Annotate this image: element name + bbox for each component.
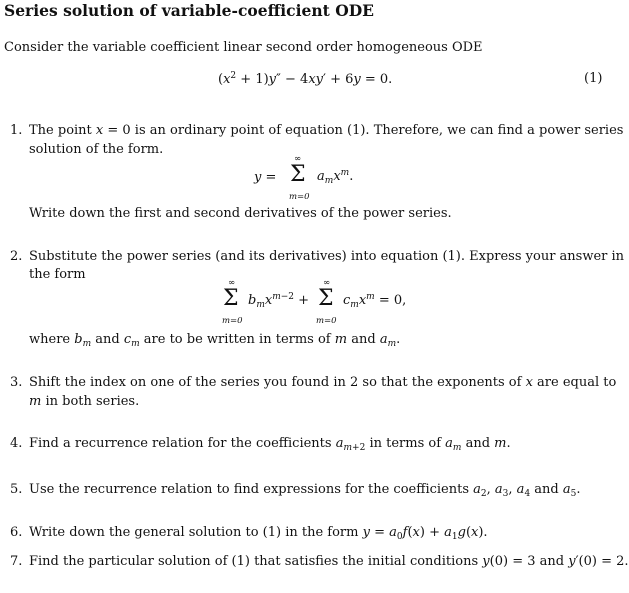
item-3-line1: Shift the index on one of the series you found in 2 so that the exponents of x are equal to (29, 375, 617, 390)
item-7-line1: Find the particular solution of (1) that satisfies the initial conditions y(0) = 3 and y′(0) = 2. (29, 554, 629, 569)
item-4-number: 4. (10, 436, 23, 451)
item-3-number: 3. (10, 375, 23, 390)
item-1-number: 1. (10, 123, 23, 138)
main-equation: $(x^2 + 1)y'' - 4xy' + 6y = 0$. (218, 71, 393, 87)
equation-number: (1) (584, 71, 603, 86)
item-2-number: 2. (10, 249, 23, 264)
item-2-line2: the form (29, 267, 86, 282)
item-2-line3: where $b_m$ and $c_m$ are to be written in terms of m and $a_m$. (29, 332, 401, 349)
item-7-number: 7. (10, 554, 23, 569)
item-2-formula: ∞ Σ $b_mx^{m-2}$ + ∞ Σ $c_mx^m = 0$, m=0 m=0 (222, 278, 407, 326)
item-2-line1: Substitute the power series (and its derivatives) into equation (1). Express your answer in (29, 249, 625, 264)
intro-paragraph: Consider the variable coefficient linear second order homogeneous ODE (4, 40, 483, 55)
item-5-number: 5. (10, 482, 23, 497)
item-1-formula: ∞ y = Σ $a_mx^m$. m=0 (254, 154, 354, 202)
item-4-line1: Find a recurrence relation for the coefficients $a_{m+2}$ in terms of $a_m$ and m. (29, 436, 511, 453)
page-title: Series solution of variable-coefficient ODE (4, 1, 374, 20)
item-6-number: 6. (10, 525, 23, 540)
item-6-line1: Write down the general solution to (1) in the form $y = a_0f(x) + a_1g(x)$. (29, 525, 488, 542)
item-3-line2: m in both series. (29, 394, 140, 409)
item-1-line2: solution of the form. (29, 142, 164, 157)
item-1-line3: Write down the first and second derivatives of the power series. (29, 206, 452, 221)
item-5-line1: Use the recurrence relation to find expressions for the coefficients $a_2$, $a_3$, $a_4$ and $a_5$. (29, 482, 581, 499)
item-1-line1: The point x = 0 is an ordinary point of equation (1). Therefore, we can find a power series (29, 123, 624, 138)
